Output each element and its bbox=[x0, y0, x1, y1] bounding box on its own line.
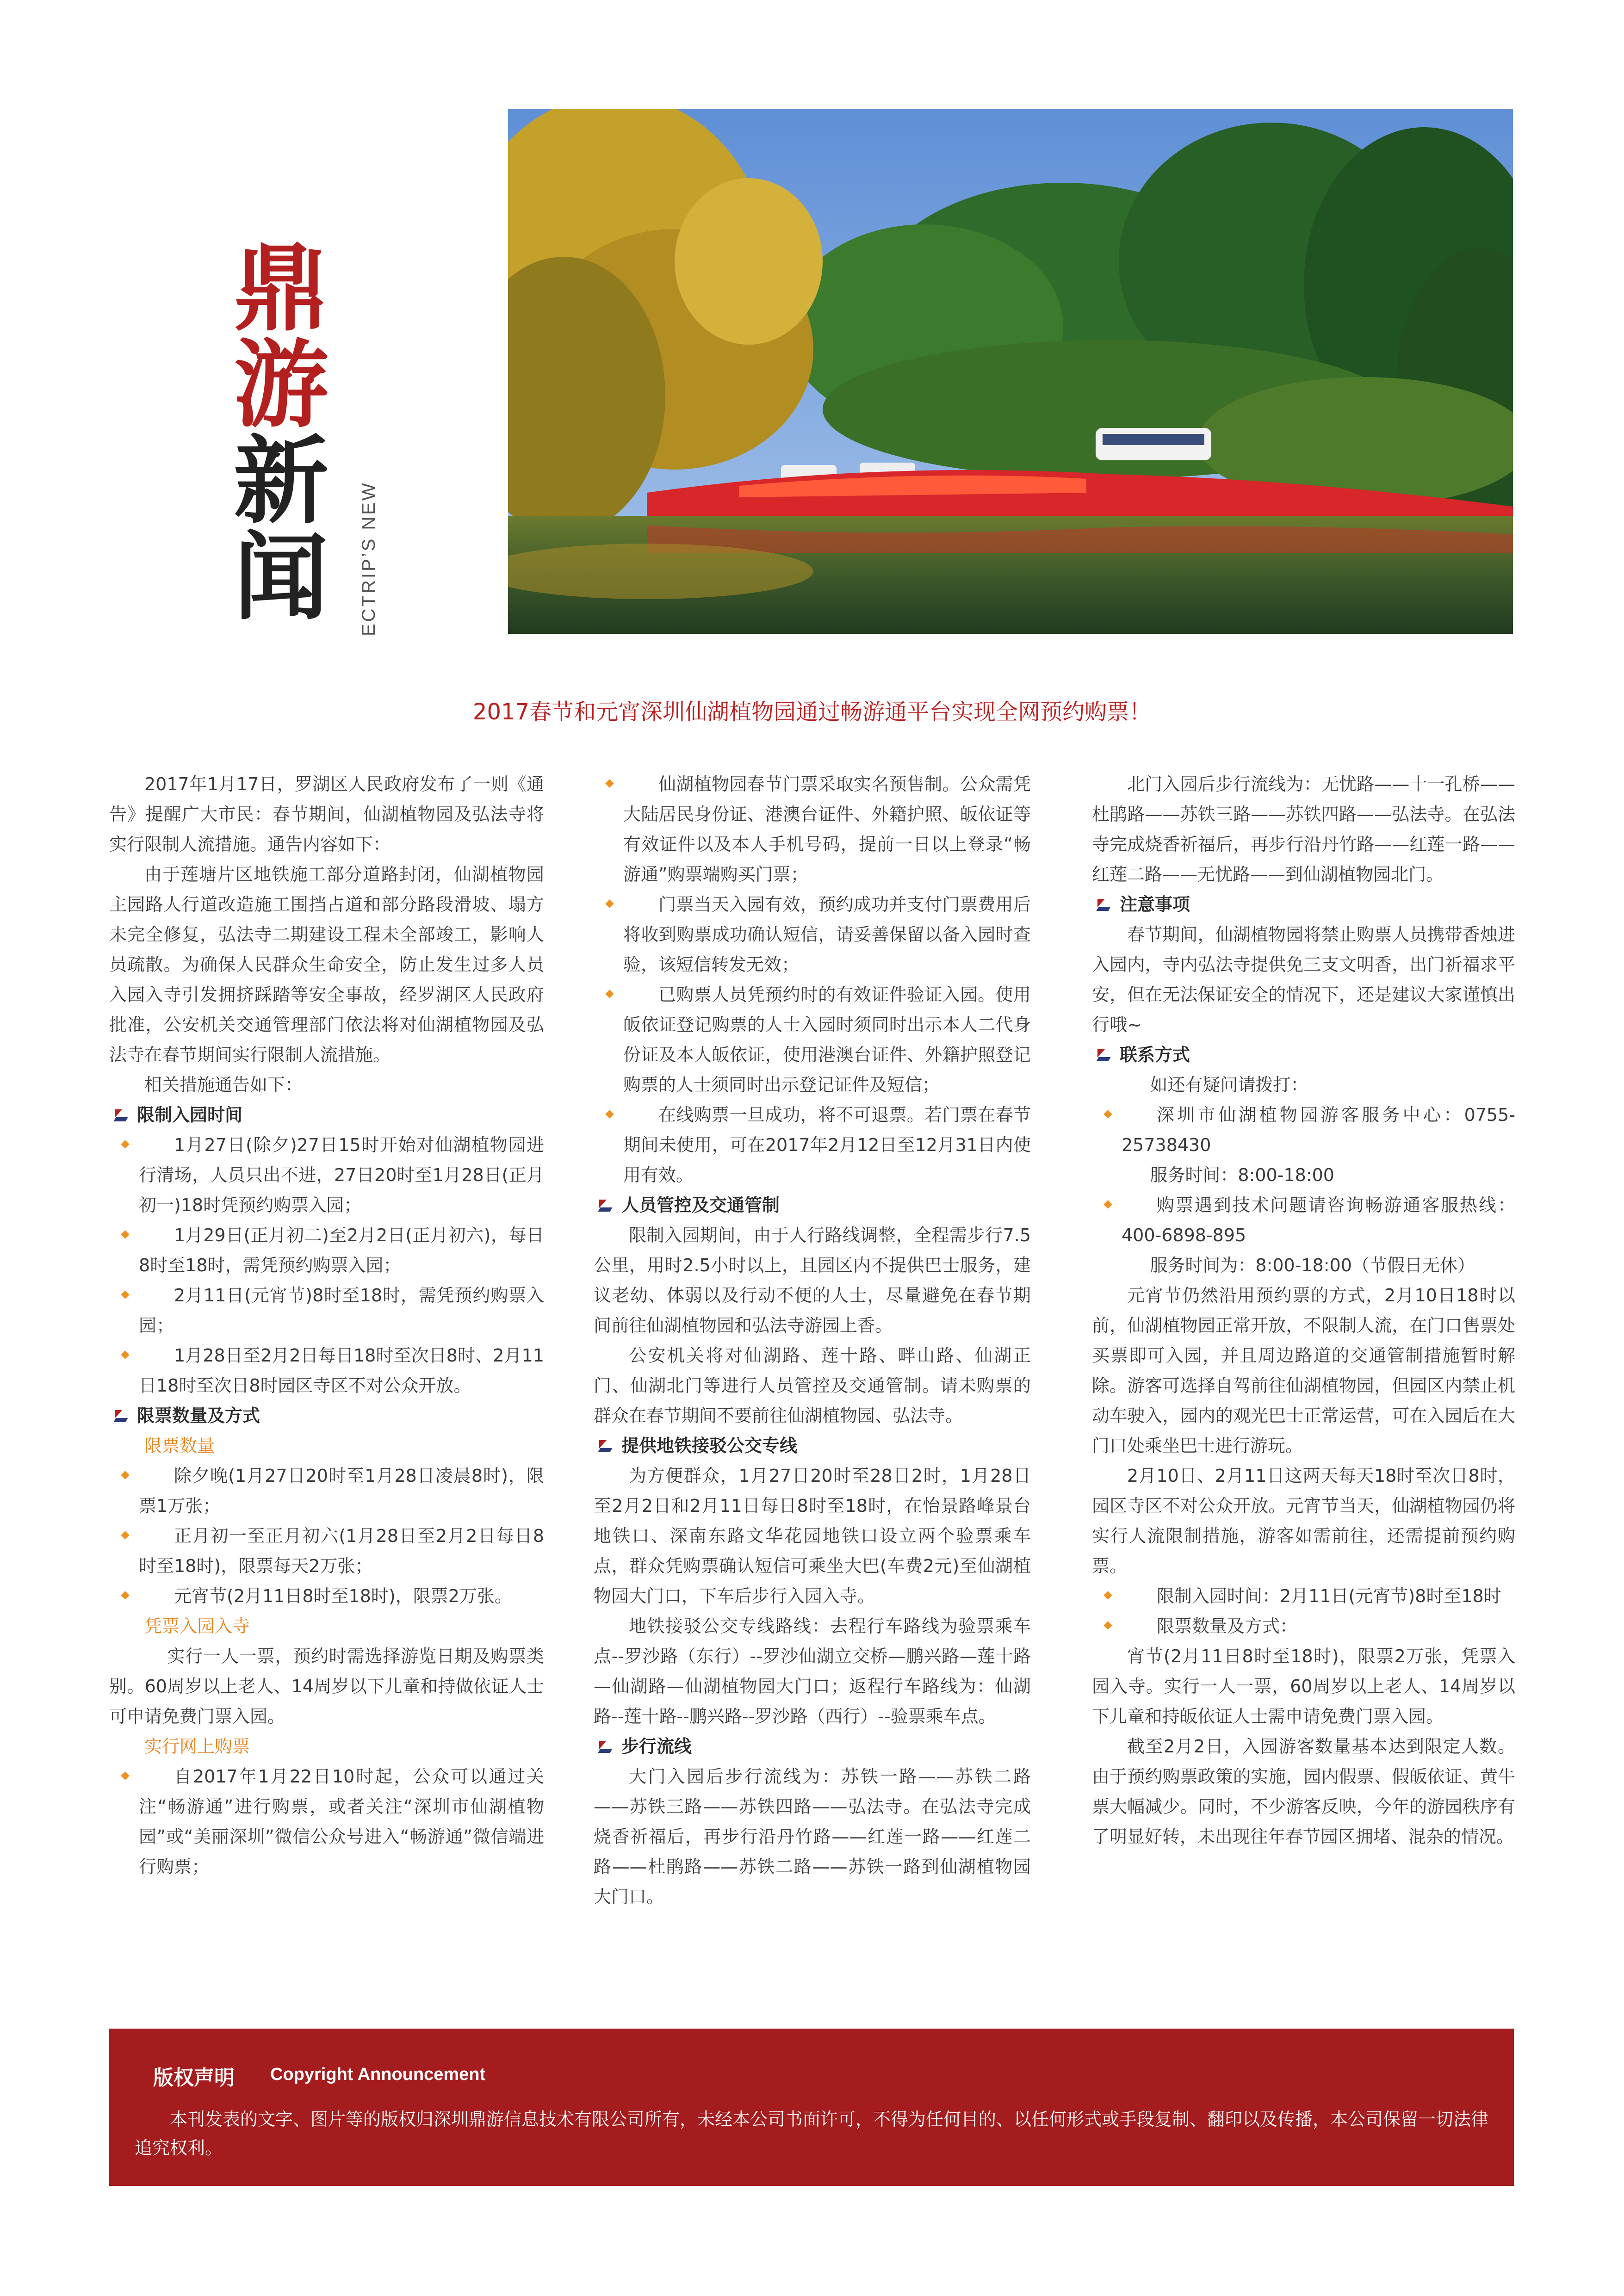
paragraph: 大门入园后步行流线为：苏铁一路——苏铁二路——苏铁三路——苏铁四路——弘法寺。在弘法寺完成烧香祈福后，再步行沿丹竹路——红莲一路——红莲二路——杜鹃路——苏铁二路——苏铁一路到仙湖植物园大门口。 bbox=[594, 1766, 1031, 1907]
diamond-bullet-icon bbox=[109, 1461, 139, 1491]
list-item: 购票遇到技术问题请咨询畅游通客服热线：400-6898-895 bbox=[1092, 1190, 1515, 1250]
section-heading: 人员管控及交通管制 bbox=[594, 1190, 1031, 1220]
diamond-bullet-icon bbox=[594, 769, 623, 799]
paragraph: 服务时间为：8:00-18:00（节假日无休） bbox=[1150, 1255, 1475, 1275]
paragraph: 春节期间，仙湖植物园将禁止购票人员携带香烛进入园内，寺内弘法寺提供免三支文明香，出门祈福求平安，但在无法保证安全的情况下，还是建议大家谨慎出行哦~ bbox=[1092, 924, 1515, 1035]
diamond-bullet-icon bbox=[109, 1521, 139, 1551]
copyright-banner bbox=[109, 2029, 1514, 2186]
paragraph: 如还有疑问请拨打： bbox=[1150, 1075, 1308, 1095]
paragraph: 由于莲塘片区地铁施工部分道路封闭，仙湖植物园主园路人行道改造施工围挡占道和部分路段滑坡、塌方未完全修复，弘法寺二期建设工程未全部竣工，影响人员疏散。为确保人民群众生命安全，防止发生过多人员入园入寺引发拥挤踩踏等安全事故，经罗湖区人民政府批准，公安机关交通管理部门依法将对仙湖植物园及弘法寺在春节期间实行限制人流措施。 bbox=[109, 864, 544, 1065]
list-item: 仙湖植物园春节门票采取实名预售制。公众需凭大陆居民身份证、港澳台证件、外籍护照、皈依证等有效证件以及本人手机号码，提前一日以上登录“畅游通”购票端购买门票； bbox=[594, 769, 1031, 890]
sub-heading: 凭票入园入寺 bbox=[144, 1616, 250, 1636]
list-item: 除夕晚(1月27日20时至1月28日凌晨8时)，限票1万张； bbox=[109, 1461, 544, 1521]
diamond-bullet-icon bbox=[109, 1762, 139, 1792]
paragraph: 北门入园后步行流线为：无忧路——十一孔桥——杜鹃路——苏铁三路——苏铁四路——弘法寺。在弘法寺完成烧香祈福后，再步行沿丹竹路——红莲一路——红莲二路——无忧路——到仙湖植物园北门。 bbox=[1092, 774, 1515, 885]
paragraph: 公安机关将对仙湖路、莲十路、畔山路、仙湖正门、仙湖北门等进行人员管控及交通管制。请未购票的群众在春节期间不要前往仙湖植物园、弘法寺。 bbox=[594, 1345, 1031, 1426]
paragraph: 服务时间：8:00-18:00 bbox=[1150, 1165, 1334, 1185]
diamond-bullet-icon bbox=[1092, 1190, 1122, 1220]
sub-heading: 限票数量 bbox=[144, 1436, 215, 1456]
paragraph: 限制入园期间，由于人行路线调整，全程需步行7.5公里，用时2.5小时以上，且园区内不提供巴士服务，建议老幼、体弱以及行动不便的人士，尽量避免在春节期间前往仙湖植物园和弘法寺游园上香。 bbox=[594, 1225, 1031, 1336]
diamond-bullet-icon bbox=[1092, 1100, 1122, 1130]
list-item: 1月29日(正月初二)至2月2日(正月初六)，每日8时至18时，需凭预约购票入园； bbox=[109, 1220, 544, 1281]
diamond-bullet-icon bbox=[109, 1581, 139, 1611]
paragraph: 元宵节仍然沿用预约票的方式，2月10日18时以前，仙湖植物园正常开放，不限制人流，在门口售票处买票即可入园，并且周边路道的交通管制措施暂时解除。游客可选择自驾前往仙湖植物园，但园区内禁止机动车驶入，园内的观光巴士正常运营，可在入园后在大门口处乘坐巴士进行游玩。 bbox=[1092, 1285, 1515, 1456]
section-heading: 限制入园时间 bbox=[109, 1100, 544, 1130]
list-item: 1月27日(除夕)27日15时开始对仙湖植物园进行清场，人员只出不进，27日20时至1月28日(正月初一)18时凭预约购票入园； bbox=[109, 1130, 544, 1220]
list-item: 在线购票一旦成功，将不可退票。若门票在春节期间未使用，可在2017年2月12日至12月31日内使用有效。 bbox=[594, 1100, 1031, 1190]
masthead-char-4: 闻 bbox=[234, 523, 329, 633]
paragraph: 相关措施通告如下： bbox=[144, 1075, 303, 1095]
article-column-1 bbox=[109, 769, 544, 1882]
copyright-text: 本刊发表的文字、图片等的版权归深圳鼎游信息技术有限公司所有，未经本公司书面许可，不得为任何目的、以任何形式或手段复制、翻印以及传播，本公司保留一切法律追究权利。 bbox=[135, 2109, 1489, 2158]
paragraph: 2月10日、2月11日这两天每天18时至次日8时，园区寺区不对公众开放。元宵节当天，仙湖植物园仍将实行人流限制措施，游客如需前往，还需提前预约购票。 bbox=[1092, 1466, 1515, 1576]
diamond-bullet-icon bbox=[594, 890, 623, 920]
section-heading: 注意事项 bbox=[1092, 890, 1515, 920]
diamond-bullet-icon bbox=[1092, 1611, 1122, 1641]
landscape-photo bbox=[508, 109, 1513, 634]
list-item: 门票当天入园有效，预约成功并支付门票费用后将收到购票成功确认短信，请妥善保留以备入园时查验，该短信转发无效； bbox=[594, 890, 1031, 980]
masthead-char-1: 鼎 bbox=[234, 234, 329, 344]
flag-icon bbox=[599, 1440, 613, 1452]
diamond-bullet-icon bbox=[594, 1100, 623, 1130]
article-column-2 bbox=[594, 769, 1031, 1912]
diamond-bullet-icon bbox=[109, 1341, 139, 1371]
diamond-bullet-icon bbox=[109, 1220, 139, 1250]
list-item: 2月11日(元宵节)8时至18时，需凭预约购票入园； bbox=[109, 1281, 544, 1341]
flag-icon bbox=[599, 1200, 613, 1212]
paragraph: 宵节(2月11日8时至18时)，限票2万张，凭票入园入寺。实行一人一票，60周岁以上老人、14周岁以下儿童和持皈依证人士需申请免费门票入园。 bbox=[1092, 1646, 1515, 1727]
masthead-char-2: 游 bbox=[234, 330, 329, 440]
list-item: 自2017年1月22日10时起，公众可以通过关注“畅游通”进行购票，或者关注“深圳市仙湖植物园”或“美丽深圳”微信公众号进入“畅游通”微信端进行购票； bbox=[109, 1762, 544, 1882]
section-heading: 提供地铁接驳公交专线 bbox=[594, 1431, 1031, 1461]
list-item: 深圳市仙湖植物园游客服务中心：0755-25738430 bbox=[1092, 1100, 1515, 1160]
flag-icon bbox=[1097, 899, 1111, 911]
copyright-title-en: Copyright Announcement bbox=[270, 2065, 486, 2084]
section-heading: 步行流线 bbox=[594, 1732, 1031, 1762]
copyright-title: 版权声明 bbox=[153, 2066, 235, 2090]
flag-icon bbox=[115, 1410, 129, 1422]
list-item: 已购票人员凭预约时的有效证件验证入园。使用皈依证登记购票的人士入园时须同时出示本人二代身份证及本人皈依证，使用港澳台证件、外籍护照登记购票的人士须同时出示登记证件及短信； bbox=[594, 980, 1031, 1100]
section-heading: 联系方式 bbox=[1092, 1040, 1515, 1070]
paragraph: 2017年1月17日，罗湖区人民政府发布了一则《通告》提醒广大市民：春节期间，仙湖植物园及弘法寺将实行限制人流措施。通告内容如下： bbox=[109, 774, 544, 854]
list-item: 正月初一至正月初六(1月28日至2月2日每日8时至18时)，限票每天2万张； bbox=[109, 1521, 544, 1581]
list-item: 元宵节(2月11日8时至18时)，限票2万张。 bbox=[109, 1581, 544, 1611]
list-item: 限票数量及方式： bbox=[1092, 1611, 1515, 1641]
diamond-bullet-icon bbox=[594, 980, 623, 1010]
paragraph: 实行一人一票，预约时需选择游览日期及购票类别。60周岁以上老人、14周岁以下儿童和持做依证人士可申请免费门票入园。 bbox=[109, 1646, 544, 1727]
masthead-english: ECTRIP’S NEW bbox=[359, 481, 379, 636]
article-column-3 bbox=[1092, 769, 1515, 1852]
diamond-bullet-icon bbox=[1092, 1581, 1122, 1611]
diamond-bullet-icon bbox=[109, 1130, 139, 1160]
diamond-bullet-icon bbox=[109, 1281, 139, 1311]
article-headline: 2017春节和元宵深圳仙湖植物园通过畅游通平台实现全网预约购票！ bbox=[472, 699, 1152, 725]
masthead-char-3: 新 bbox=[234, 427, 329, 537]
section-heading: 限票数量及方式 bbox=[109, 1401, 544, 1431]
paragraph: 为方便群众，1月27日20时至28日2时，1月28日至2月2日和2月11日每日8时至18时，在怡景路峰景台地铁口、深南东路文华花园地铁口设立两个验票乘车点，群众凭购票确认短信可乘坐大巴(车费2元)至仙湖植物园大门口，下车后步行入园入寺。 bbox=[594, 1466, 1031, 1606]
flag-icon bbox=[599, 1741, 613, 1753]
flag-icon bbox=[115, 1109, 129, 1121]
flag-icon bbox=[1097, 1049, 1111, 1061]
list-item: 1月28日至2月2日每日18时至次日8时、2月11日18时至次日8时园区寺区不对公众开放。 bbox=[109, 1341, 544, 1401]
paragraph: 截至2月2日，入园游客数量基本达到限定人数。由于预约购票政策的实施，园内假票、假皈依证、黄牛票大幅减少。同时，不少游客反映，今年的游园秩序有了明显好转，未出现往年春节园区拥堵、混杂的情况。 bbox=[1092, 1736, 1515, 1847]
sub-heading: 实行网上购票 bbox=[144, 1736, 250, 1757]
paragraph: 地铁接驳公交专线路线：去程行车路线为验票乘车点--罗沙路（东行）--罗沙仙湖立交桥—鹏兴路—莲十路—仙湖路—仙湖植物园大门口；返程行车路线为：仙湖路--莲十路--鹏兴路--罗沙路（西行）--验票乘车点。 bbox=[594, 1616, 1031, 1727]
list-item: 限制入园时间：2月11日(元宵节)8时至18时 bbox=[1092, 1581, 1515, 1611]
